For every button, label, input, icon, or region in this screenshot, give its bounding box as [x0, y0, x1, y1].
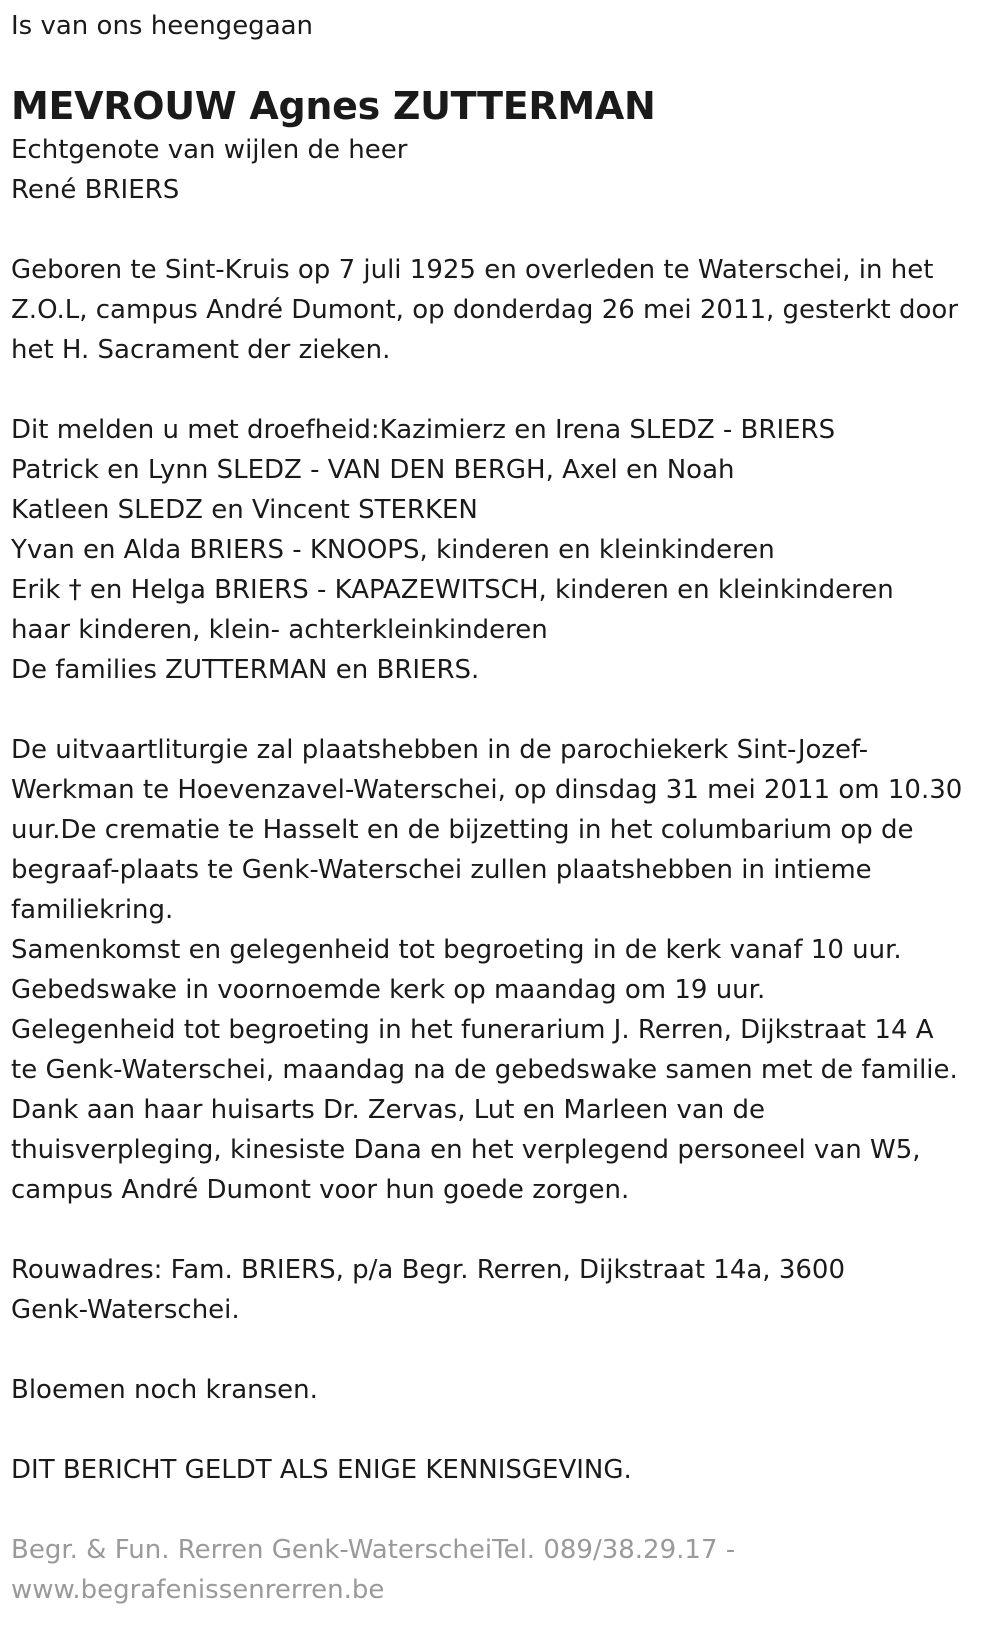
flowers-note: Bloemen noch kransen.	[11, 1375, 318, 1405]
service-line: te Genk-Waterschei, maandag na de gebedswake samen met de familie.	[11, 1055, 958, 1085]
service-line: Werkman te Hoevenzavel-Waterschei, op dinsdag 31 mei 2011 om 10.30	[11, 775, 963, 805]
family-line: De families ZUTTERMAN en BRIERS.	[11, 655, 480, 685]
service-line: De uitvaartliturgie zal plaatshebben in de parochiekerk Sint-Jozef-	[11, 735, 869, 765]
funeral-home-footer	[11, 1530, 986, 1610]
birth-death-paragraph	[11, 250, 986, 370]
deceased-name: MEVROUW Agnes ZUTTERMAN	[11, 84, 656, 128]
family-line: Yvan en Alda BRIERS - KNOOPS, kinderen en kleinkinderen	[11, 535, 775, 565]
intro-text: Is van ons heengegaan	[11, 11, 314, 41]
paragraph-line: Z.O.L, campus André Dumont, op donderdag 26 mei 2011, gesterkt door	[11, 295, 959, 325]
paragraph-line: het H. Sacrament der zieken.	[11, 335, 391, 365]
service-line: begraaf-plaats te Genk-Waterschei zullen plaatshebben in intieme	[11, 855, 872, 885]
service-line: Gebedswake in voornoemde kerk op maandag om 19 uur.	[11, 975, 766, 1005]
service-line: campus André Dumont voor hun goede zorgen.	[11, 1175, 630, 1205]
family-line: Dit melden u met droefheid:Kazimierz en Irena SLEDZ - BRIERS	[11, 415, 836, 445]
spouse-line: Echtgenote van wijlen de heer	[11, 135, 408, 165]
family-line: Patrick en Lynn SLEDZ - VAN DEN BERGH, Axel en Noah	[11, 455, 735, 485]
service-line: Gelegenheid tot begroeting in het funerarium J. Rerren, Dijkstraat 14 A	[11, 1015, 934, 1045]
spouse-name: René BRIERS	[11, 175, 180, 205]
service-line: thuisverpleging, kinesiste Dana en het verplegend personeel van W5,	[11, 1135, 921, 1165]
mourning-address	[11, 1250, 986, 1330]
service-line: uur.De crematie te Hasselt en de bijzetting in het columbarium op de	[11, 815, 914, 845]
service-line: Dank aan haar huisarts Dr. Zervas, Lut en Marleen van de	[11, 1095, 766, 1125]
notice-statement: DIT BERICHT GELDT ALS ENIGE KENNISGEVING.	[11, 1455, 632, 1485]
footer-line: Begr. & Fun. Rerren Genk-WaterscheiTel. 089/38.29.17 -	[11, 1535, 736, 1565]
family-line: Erik † en Helga BRIERS - KAPAZEWITSCH, kinderen en kleinkinderen	[11, 575, 894, 605]
service-line: familiekring.	[11, 895, 174, 925]
address-line: Genk-Waterschei.	[11, 1295, 240, 1325]
service-line: Samenkomst en gelegenheid tot begroeting in de kerk vanaf 10 uur.	[11, 935, 902, 965]
paragraph-line: Geboren te Sint-Kruis op 7 juli 1925 en overleden te Waterschei, in het	[11, 255, 934, 285]
spouse-block	[11, 130, 986, 210]
service-details	[11, 730, 986, 1210]
website-link[interactable]: www.begrafenissenrerren.be	[11, 1575, 385, 1605]
obituary-notice	[11, 6, 986, 1610]
family-line: Katleen SLEDZ en Vincent STERKEN	[11, 495, 478, 525]
family-line: haar kinderen, klein- achterkleinkinderen	[11, 615, 548, 645]
address-line: Rouwadres: Fam. BRIERS, p/a Begr. Rerren, Dijkstraat 14a, 3600	[11, 1255, 845, 1285]
family-list	[11, 410, 986, 690]
